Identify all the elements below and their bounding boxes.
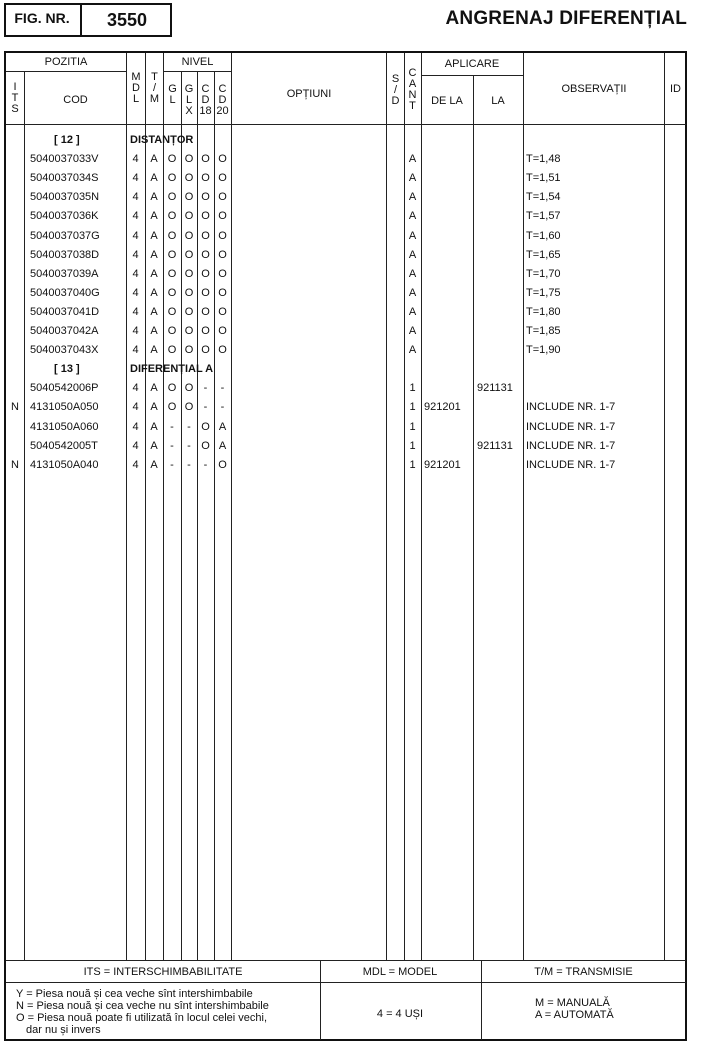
cell-gl: O (167, 172, 177, 185)
cell-cd20: O (218, 248, 227, 261)
cell-cod: 5040037035N (30, 191, 100, 204)
header-bottom-line (6, 124, 686, 125)
cell-cant: A (408, 286, 417, 299)
cell-glx: O (184, 172, 194, 185)
cell-mdl: 4 (132, 267, 139, 280)
header-pozitia: POZITIA (44, 56, 88, 68)
cell-cod: 5040037041D (30, 305, 100, 318)
cell-cd20: O (218, 153, 227, 166)
cell-glx: O (184, 325, 194, 337)
cell-obs: INCLUDE NR. 1-7 (526, 401, 616, 414)
page-title: ANGRENAJ DIFERENȚIAL (445, 8, 687, 29)
cell-tm: A (150, 439, 158, 452)
cell-cd18: O (201, 172, 210, 185)
cell-gl: O (167, 286, 177, 299)
cell-cd20: O (218, 325, 227, 337)
cell-tm: A (150, 305, 158, 318)
cell-glx: O (184, 153, 194, 166)
cell-gl: O (167, 325, 177, 337)
column-line (421, 53, 422, 960)
column-line (386, 53, 387, 960)
cell-cd18: O (201, 344, 210, 357)
cell-cod: 5040037040G (30, 286, 100, 299)
cell-mdl: 4 (132, 305, 139, 318)
header-cant: C A N T (408, 67, 417, 112)
cell-cant: 1 (409, 439, 416, 452)
cell-gl: O (167, 210, 177, 223)
cell-cant: A (408, 305, 417, 318)
cell-cod: 4131050A050 (30, 401, 99, 414)
cell-glx: O (184, 248, 194, 261)
cell-glx: - (187, 420, 191, 433)
cell-cod: 5040037034S (30, 172, 99, 185)
header-optiuni: OPȚIUNI (286, 88, 332, 100)
cell-tm: A (150, 248, 158, 261)
cell-mdl: 4 (132, 191, 139, 204)
aplicare-underline (421, 75, 523, 76)
cell-cant: A (408, 210, 417, 223)
cell-gl: O (167, 229, 177, 242)
group-name: DIFERENȚIAL A (130, 363, 214, 376)
legend-its-line: dar nu și invers (26, 1024, 101, 1036)
cell-mdl: 4 (132, 172, 139, 185)
cell-cod: 5040542005T (30, 439, 98, 452)
cell-obs: T=1,57 (526, 210, 561, 223)
cell-obs: T=1,75 (526, 286, 561, 299)
cell-cd18: O (201, 420, 210, 433)
header-la: LA (491, 95, 505, 107)
cell-cant: A (408, 229, 417, 242)
cell-cd18: O (201, 325, 210, 337)
cell-gl: O (167, 344, 177, 357)
cell-cd20: O (218, 286, 227, 299)
cell-cod: 5040037038D (30, 248, 100, 261)
cell-obs: T=1,80 (526, 305, 561, 318)
cell-dela: 921201 (424, 458, 461, 471)
header-observatii: OBSERVAȚII (561, 83, 627, 95)
header-id: ID (670, 83, 681, 95)
header-mdl: M D L (131, 71, 141, 105)
cell-glx: O (184, 401, 194, 414)
cell-cd18: O (201, 210, 210, 223)
cell-cd18: O (201, 248, 210, 261)
cell-gl: O (167, 191, 177, 204)
header-nivel: NIVEL (181, 56, 214, 68)
column-line (523, 53, 524, 960)
cell-cd18: - (203, 382, 208, 395)
cell-tm: A (150, 401, 158, 414)
cell-mdl: 4 (132, 344, 139, 357)
cell-cod: 5040037037G (30, 229, 100, 242)
cell-cd20: O (218, 191, 227, 204)
cell-cd20: A (218, 439, 227, 452)
column-line (231, 53, 232, 960)
legend-its-line: N = Piesa nouă și cea veche nu sînt intershimbabile (16, 1000, 269, 1012)
cell-gl: O (167, 153, 177, 166)
cell-cd20: O (218, 267, 227, 280)
cell-obs: T=1,48 (526, 153, 561, 166)
legend-tm-line: M = MANUALĂ (535, 997, 610, 1009)
cell-cod: 5040037036K (30, 210, 99, 223)
cell-cd20: - (220, 382, 225, 395)
cell-cant: 1 (409, 401, 416, 414)
cell-tm: A (150, 344, 158, 357)
cell-obs: T=1,51 (526, 172, 561, 185)
cell-tm: A (150, 191, 158, 204)
cell-cod: 5040542006P (30, 382, 99, 395)
cell-mdl: 4 (132, 401, 139, 414)
cell-cd18: O (201, 153, 210, 166)
cell-cant: 1 (409, 420, 416, 433)
legend-title-line (6, 982, 686, 983)
column-line (473, 75, 474, 960)
cell-cd18: O (201, 229, 210, 242)
cell-cd18: O (201, 191, 210, 204)
cell-mdl: 4 (132, 439, 139, 452)
header-cd18: C D 18 (199, 83, 212, 117)
figure-label: FIG. NR. (4, 3, 82, 37)
figure-number: 3550 (106, 10, 148, 30)
cell-glx: O (184, 344, 194, 357)
header-tm: T / M (149, 71, 160, 105)
cell-la: 921131 (477, 382, 513, 395)
legend-mdl-title: MDL = MODEL (362, 966, 438, 978)
cell-cd20: O (218, 229, 227, 242)
cell-dela: 921201 (424, 401, 461, 414)
cell-obs: INCLUDE NR. 1-7 (526, 439, 616, 452)
cell-cd20: O (218, 344, 227, 357)
cell-obs: T=1,70 (526, 267, 561, 280)
cell-mdl: 4 (132, 286, 139, 299)
cell-cod: 5040037033V (30, 153, 99, 166)
cell-tm: A (150, 210, 158, 223)
cell-cd18: O (201, 267, 210, 280)
legend-its-line: Y = Piesa nouă și cea veche sînt intershimbabile (16, 988, 253, 1000)
cell-cant: A (408, 267, 417, 280)
cell-gl: O (167, 267, 177, 280)
cell-tm: A (150, 267, 158, 280)
cell-tm: A (150, 153, 158, 166)
cell-cant: A (408, 191, 417, 204)
column-line (664, 53, 665, 960)
cell-glx: O (184, 286, 194, 299)
cell-cd18: - (203, 401, 208, 414)
cell-mdl: 4 (132, 248, 139, 261)
header-glx: G L X (184, 83, 194, 117)
cell-cd18: - (203, 458, 208, 471)
cell-glx: O (184, 382, 194, 395)
legend-its-line: O = Piesa nouă poate fi utilizată în locul celei vechi, (16, 1012, 268, 1024)
legend-top-line (6, 960, 686, 961)
cell-cant: A (408, 153, 417, 166)
cell-tm: A (150, 172, 158, 185)
cell-gl: - (170, 420, 174, 433)
cell-glx: - (187, 439, 191, 452)
cell-gl: O (167, 382, 177, 395)
legend-tm-title: T/M = TRANSMISIE (534, 966, 633, 978)
cell-tm: A (150, 325, 158, 337)
cell-gl: O (167, 401, 177, 414)
header-sd: S / D (391, 73, 400, 107)
header-gl: G L (168, 83, 177, 106)
cell-cd18: O (201, 439, 210, 452)
cell-gl: - (170, 439, 174, 452)
cell-tm: A (150, 286, 158, 299)
cell-cd18: O (201, 286, 210, 299)
cell-tm: A (150, 229, 158, 242)
cell-mdl: 4 (132, 420, 139, 433)
cell-cant: A (408, 172, 417, 185)
cell-cant: 1 (409, 382, 416, 395)
group-name: DISTANȚOR (130, 134, 194, 146)
legend-mdl-value: 4 = 4 UȘI (376, 1008, 424, 1020)
cell-cod: 5040037042A (30, 325, 99, 337)
cell-obs: T=1,60 (526, 229, 561, 242)
cell-cd20: O (218, 458, 227, 471)
cell-gl: - (170, 458, 174, 471)
cell-glx: O (184, 191, 194, 204)
cell-gl: O (167, 248, 177, 261)
cell-cod: 5040037043X (30, 344, 99, 357)
cell-cd18: O (201, 305, 210, 318)
cell-cant: A (408, 248, 417, 261)
cell-glx: - (187, 458, 191, 471)
cell-tm: A (150, 458, 158, 471)
cell-cd20: O (218, 305, 227, 318)
column-line (24, 71, 25, 960)
cell-mdl: 4 (132, 325, 139, 337)
cell-cd20: O (218, 210, 227, 223)
cell-cant: 1 (409, 458, 416, 471)
group-position: [ 13 ] (54, 363, 80, 376)
cell-obs: T=1,54 (526, 191, 561, 204)
legend-its-lines (16, 988, 320, 1036)
cell-glx: O (184, 210, 194, 223)
cell-obs: INCLUDE NR. 1-7 (526, 458, 616, 471)
cell-tm: A (150, 382, 158, 395)
cell-cd20: - (220, 401, 225, 414)
cell-gl: O (167, 305, 177, 318)
header-cod: COD (63, 94, 88, 106)
cell-its: N (11, 401, 19, 414)
cell-cd20: A (218, 420, 227, 433)
cell-mdl: 4 (132, 229, 139, 242)
cell-obs: T=1,90 (526, 344, 561, 357)
cell-mdl: 4 (132, 153, 139, 166)
header-its: I T S (11, 81, 19, 115)
header-aplicare: APLICARE (444, 58, 500, 70)
cell-cod: 4131050A040 (30, 458, 99, 471)
cell-obs: INCLUDE NR. 1-7 (526, 420, 616, 433)
cell-obs: T=1,85 (526, 325, 561, 337)
cell-tm: A (150, 420, 158, 433)
header-cd20: C D 20 (216, 83, 229, 117)
cell-glx: O (184, 305, 194, 318)
cell-mdl: 4 (132, 210, 139, 223)
cell-mdl: 4 (132, 458, 139, 471)
legend-tm-lines (535, 997, 685, 1021)
cell-cd20: O (218, 172, 227, 185)
header-de-la: DE LA (431, 95, 463, 107)
cell-cod: 5040037039A (30, 267, 99, 280)
cell-mdl: 4 (132, 382, 139, 395)
cell-cant: A (408, 325, 417, 337)
cell-glx: O (184, 229, 194, 242)
cell-cant: A (408, 344, 417, 357)
cell-its: N (11, 458, 19, 471)
cell-cod: 4131050A060 (30, 420, 99, 433)
cell-glx: O (184, 267, 194, 280)
cell-la: 921131 (477, 439, 513, 452)
cell-obs: T=1,65 (526, 248, 561, 261)
legend-tm-line: A = AUTOMATĂ (535, 1009, 614, 1021)
legend-its-title: ITS = INTERSCHIMBABILITATE (83, 966, 243, 978)
group-position: [ 12 ] (54, 134, 80, 146)
